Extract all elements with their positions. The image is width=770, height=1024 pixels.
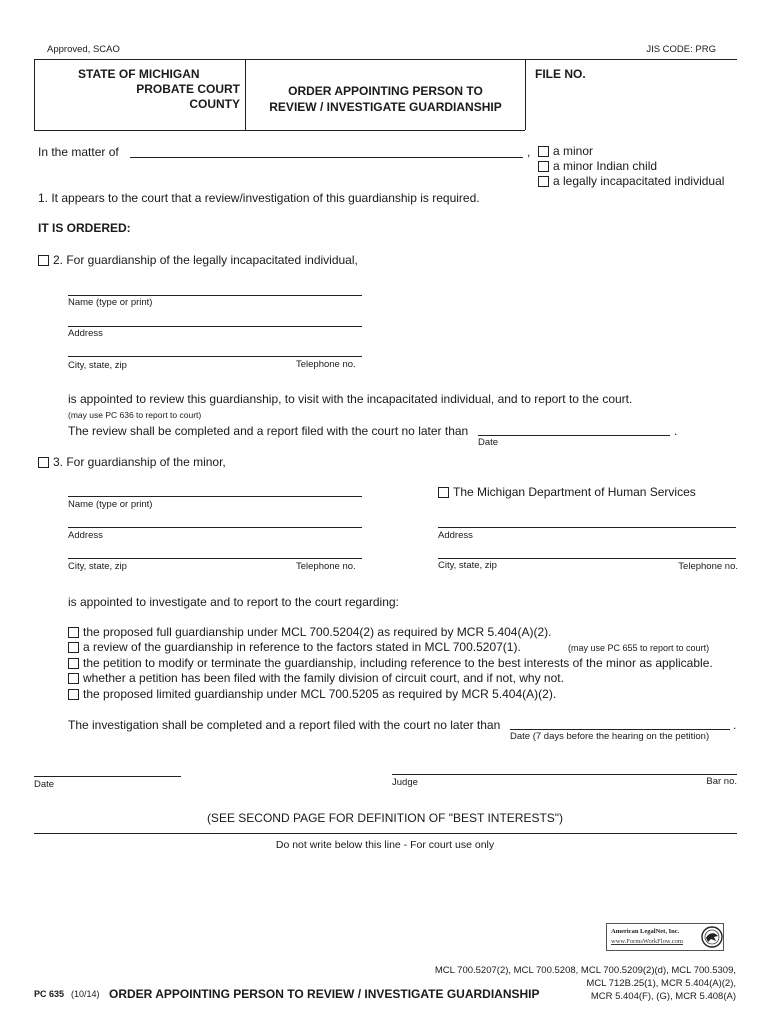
item-2-heading: 2. For guardianship of the legally incapacitated individual, <box>53 253 358 267</box>
dhs-label: The Michigan Department of Human Services <box>453 485 696 499</box>
checkbox[interactable] <box>68 642 79 653</box>
citations-line3: MCR 5.404(F), (G), MCR 5.408(A) <box>590 991 736 1002</box>
signature-bar-label: Bar no. <box>706 776 737 787</box>
item-2-period: . <box>674 424 678 438</box>
court-use-rule <box>34 833 737 834</box>
approved-scao: Approved, SCAO <box>47 44 120 55</box>
item-3-name-line[interactable] <box>68 496 362 497</box>
item-3-option-4[interactable] <box>68 671 564 685</box>
signature-judge-label: Judge <box>392 777 418 788</box>
form-number: PC 635 <box>34 989 65 999</box>
court-county: COUNTY <box>189 97 240 111</box>
item-3-date-line[interactable] <box>510 729 730 730</box>
jis-code: JIS CODE: PRG <box>646 44 716 55</box>
checkbox[interactable] <box>68 658 79 669</box>
checkbox[interactable] <box>538 176 549 187</box>
item-2-checkbox-row[interactable] <box>38 253 358 267</box>
checkbox[interactable] <box>68 627 79 638</box>
item-3-address-label: Address <box>68 530 103 541</box>
header-divider-1 <box>245 60 246 130</box>
header-bottom-rule <box>34 130 525 131</box>
checkbox[interactable] <box>68 689 79 700</box>
signature-judge-line[interactable] <box>392 774 737 775</box>
item-2-name-line[interactable] <box>68 295 362 296</box>
citations-line1: MCL 700.5207(2), MCL 700.5208, MCL 700.5209(2)(d), MCL 700.5309, <box>434 965 736 976</box>
header-top-rule <box>34 59 737 60</box>
header-divider-2 <box>525 60 526 130</box>
footer-title: ORDER APPOINTING PERSON TO REVIEW / INVESTIGATE GUARDIANSHIP <box>109 987 540 1001</box>
signature-date-label: Date <box>34 779 55 790</box>
signature-date-line[interactable] <box>34 776 181 777</box>
item-1: 1. It appears to the court that a review/investigation of this guardianship is required. <box>38 191 480 205</box>
matter-label: In the matter of <box>38 145 119 159</box>
item-3-option-4-label: whether a petition has been filed with the family division of circuit court, and if not, why not. <box>83 671 564 685</box>
option-minor-label: a minor <box>553 144 594 158</box>
item-3-address-line[interactable] <box>68 527 362 528</box>
item-2-appointed-text: is appointed to review this guardianship, to visit with the incapacitated individual, and to report to the court. <box>68 392 633 406</box>
checkbox[interactable] <box>438 487 449 498</box>
header-left-border <box>34 60 35 130</box>
dhs-city-label: City, state, zip <box>438 560 497 571</box>
checkbox[interactable] <box>38 457 49 468</box>
item-2-date-line[interactable] <box>478 435 670 436</box>
item-3-checkbox-row[interactable] <box>38 455 226 469</box>
item-2-pc-note: (may use PC 636 to report to court) <box>68 410 202 420</box>
option-minor-indian-child[interactable] <box>538 159 657 173</box>
item-3-name-label: Name (type or print) <box>68 499 153 510</box>
item-2-review-text: The review shall be completed and a report filed with the court no later than <box>68 424 469 438</box>
item-3-option-2-label: a review of the guardianship in reference to the factors stated in MCL 700.5207(1). <box>83 640 521 654</box>
item-3-option-5-label: the proposed limited guardianship under MCL 700.5205 as required by MCR 5.404(A)(2). <box>83 687 557 701</box>
item-3-date-label: Date (7 days before the hearing on the petition) <box>510 731 710 742</box>
item-3-option-5[interactable] <box>68 687 556 701</box>
item-3-period: . <box>733 718 737 732</box>
item-3-heading: 3. For guardianship of the minor, <box>53 455 226 469</box>
item-2-city-label: City, state, zip <box>68 360 127 371</box>
item-3-city-label: City, state, zip <box>68 561 127 572</box>
item-3-city-line[interactable] <box>68 558 362 559</box>
matter-comma: , <box>527 145 531 159</box>
court-use-only: Do not write below this line - For court use only <box>275 839 495 851</box>
item-3-option-2[interactable] <box>68 640 521 654</box>
item-2-phone-label: Telephone no. <box>296 359 356 370</box>
logo-url: www.FormsWorkFlow.com <box>611 938 683 945</box>
form-revision: (10/14) <box>71 989 100 999</box>
checkbox[interactable] <box>68 673 79 684</box>
eagle-seal-icon <box>701 926 723 948</box>
item-2-address-label: Address <box>68 328 103 339</box>
item-3-option-1[interactable] <box>68 625 551 639</box>
option-incapacitated[interactable] <box>538 174 724 188</box>
checkbox[interactable] <box>38 255 49 266</box>
option-incapacitated-label: a legally incapacitated individual <box>553 174 725 188</box>
item-3-phone-label: Telephone no. <box>296 561 356 572</box>
item-2-name-label: Name (type or print) <box>68 297 153 308</box>
dhs-phone-label: Telephone no. <box>678 561 738 572</box>
form-title-line2: REVIEW / INVESTIGATE GUARDIANSHIP <box>269 100 502 114</box>
item-3-option-1-label: the proposed full guardianship under MCL 700.5204(2) as required by MCR 5.404(A)(2). <box>83 625 552 639</box>
dhs-city-line[interactable] <box>438 558 736 559</box>
item-3-option-3-label: the petition to modify or terminate the guardianship, including reference to the best interests of the minor as applicable. <box>83 656 713 670</box>
item-2-date-label: Date <box>478 437 499 448</box>
it-is-ordered: IT IS ORDERED: <box>38 221 131 235</box>
see-second-page: (SEE SECOND PAGE FOR DEFINITION OF "BEST INTERESTS") <box>206 811 564 825</box>
item-2-address-line[interactable] <box>68 326 362 327</box>
item-3-pc-note: (may use PC 655 to report to court) <box>568 643 710 653</box>
item-3-appointed-text: is appointed to investigate and to report to the court regarding: <box>68 595 399 609</box>
item-3-option-3[interactable] <box>68 656 713 670</box>
item-2-city-line[interactable] <box>68 356 362 357</box>
court-probate: PROBATE COURT <box>136 82 240 96</box>
dhs-checkbox-row[interactable] <box>438 485 696 499</box>
dhs-address-label: Address <box>438 530 473 541</box>
option-minor-indian-child-label: a minor Indian child <box>553 159 658 173</box>
form-title-line1: ORDER APPOINTING PERSON TO <box>288 84 483 98</box>
citations-line2: MCL 712B.25(1), MCR 5.404(A)(2), <box>586 978 736 989</box>
matter-input-line[interactable] <box>130 157 523 158</box>
option-minor[interactable] <box>538 144 593 158</box>
american-legalnet-logo <box>606 923 724 951</box>
item-3-investigation-text: The investigation shall be completed and a report filed with the court no later than <box>68 718 501 732</box>
file-no-label: FILE NO. <box>535 67 586 81</box>
dhs-address-line[interactable] <box>438 527 736 528</box>
court-state: STATE OF MICHIGAN <box>78 67 200 81</box>
checkbox[interactable] <box>538 146 549 157</box>
logo-name: American LegalNet, Inc. <box>611 928 680 935</box>
checkbox[interactable] <box>538 161 549 172</box>
